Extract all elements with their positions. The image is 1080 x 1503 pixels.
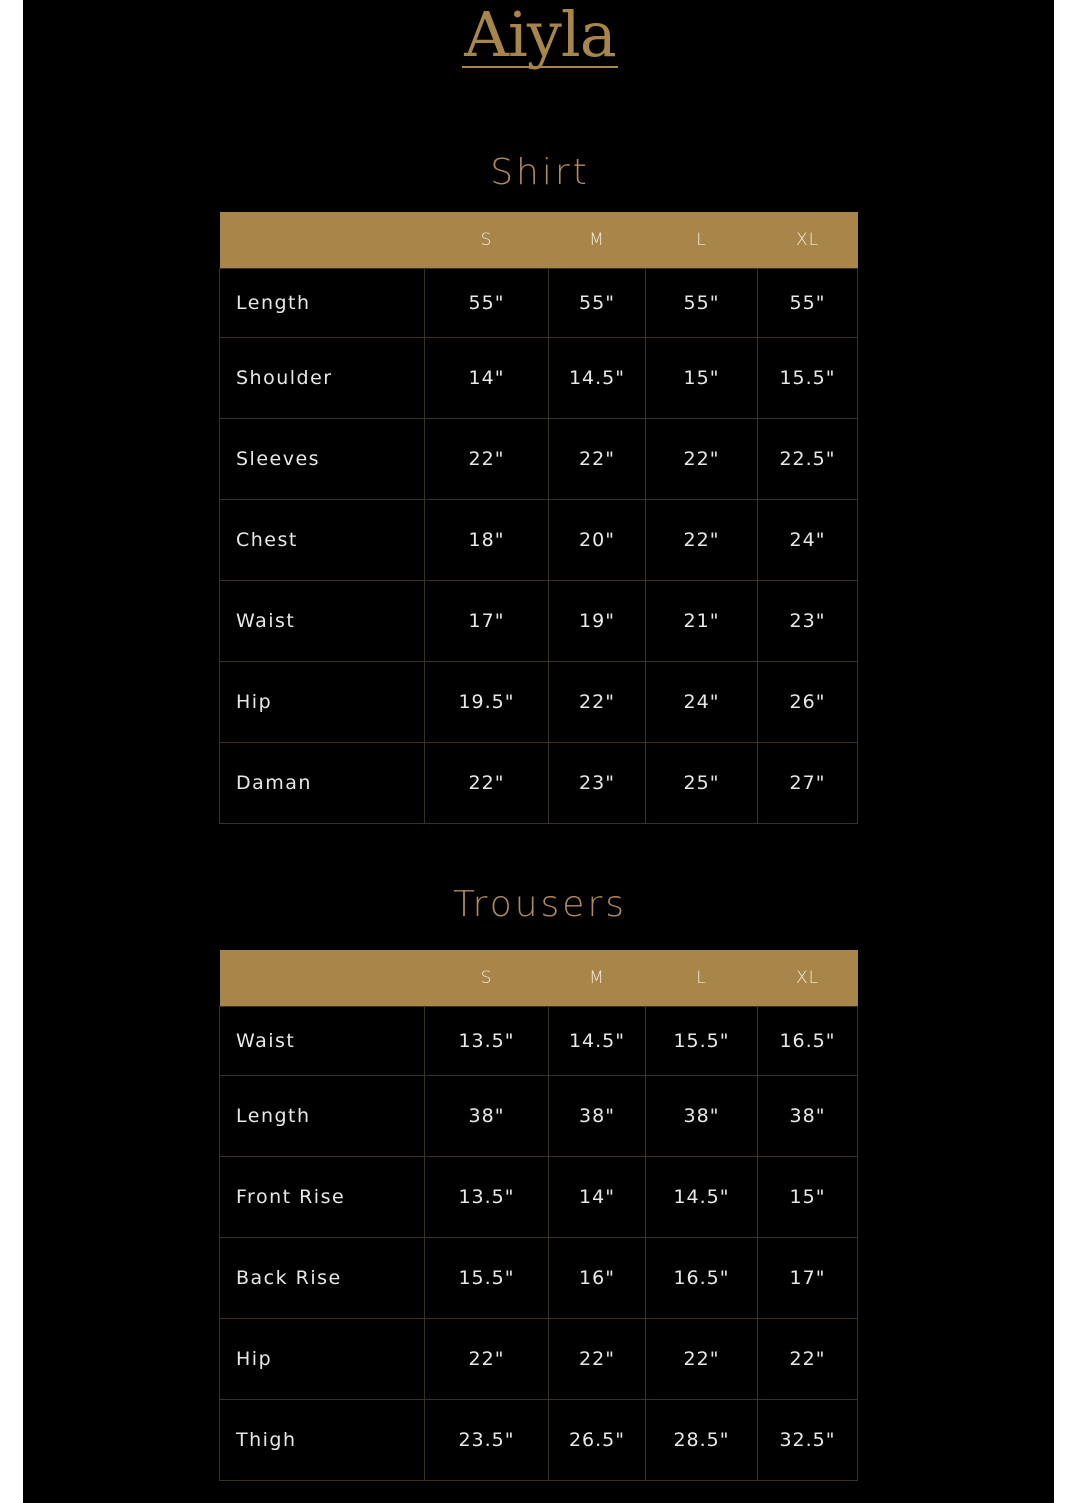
measurement-value: 23" xyxy=(758,581,858,662)
measurement-value: 17" xyxy=(425,581,549,662)
measurement-value: 17" xyxy=(758,1238,858,1319)
measurement-label: Daman xyxy=(220,743,425,824)
measurement-value: 15.5" xyxy=(425,1238,549,1319)
measurement-value: 22" xyxy=(549,1319,646,1400)
shirt-header-row xyxy=(220,212,858,269)
measurement-value: 55" xyxy=(758,269,858,338)
measurement-label: Sleeves xyxy=(220,419,425,500)
measurement-label: Hip xyxy=(220,1319,425,1400)
measurement-value: 14" xyxy=(549,1157,646,1238)
measurement-value: 16.5" xyxy=(758,1007,858,1076)
measurement-value: 28.5" xyxy=(646,1400,758,1481)
shirt-header-blank xyxy=(220,212,425,269)
table-row xyxy=(220,1238,858,1319)
measurement-label: Back Rise xyxy=(220,1238,425,1319)
measurement-label: Length xyxy=(220,1076,425,1157)
measurement-value: 55" xyxy=(646,269,758,338)
measurement-value: 27" xyxy=(758,743,858,824)
brand-name: Aiyla xyxy=(464,0,616,71)
measurement-value: 22" xyxy=(425,419,549,500)
measurement-value: 38" xyxy=(646,1076,758,1157)
shirt-section-title: Shirt xyxy=(490,152,590,193)
shirt-header-size-xl: XL xyxy=(758,212,858,269)
measurement-value: 16" xyxy=(549,1238,646,1319)
trousers-header-size-xl: XL xyxy=(758,950,858,1007)
measurement-value: 24" xyxy=(758,500,858,581)
measurement-value: 15" xyxy=(758,1157,858,1238)
table-row xyxy=(220,1400,858,1481)
measurement-value: 21" xyxy=(646,581,758,662)
measurement-value: 14.5" xyxy=(549,1007,646,1076)
shirt-header-size-l: L xyxy=(646,212,758,269)
measurement-value: 25" xyxy=(646,743,758,824)
trousers-header-size-l: L xyxy=(646,950,758,1007)
measurement-value: 14" xyxy=(425,338,549,419)
measurement-value: 13.5" xyxy=(425,1007,549,1076)
measurement-label: Hip xyxy=(220,662,425,743)
measurement-value: 14.5" xyxy=(646,1157,758,1238)
measurement-value: 38" xyxy=(425,1076,549,1157)
measurement-label: Thigh xyxy=(220,1400,425,1481)
trousers-section-title: Trousers xyxy=(452,884,627,925)
measurement-label: Waist xyxy=(220,581,425,662)
table-row xyxy=(220,1007,858,1076)
table-row xyxy=(220,662,858,743)
measurement-value: 22.5" xyxy=(758,419,858,500)
measurement-value: 32.5" xyxy=(758,1400,858,1481)
shirt-size-table xyxy=(219,212,858,824)
table-row xyxy=(220,743,858,824)
measurement-value: 19.5" xyxy=(425,662,549,743)
measurement-value: 23.5" xyxy=(425,1400,549,1481)
brand-logo xyxy=(0,0,1080,70)
measurement-value: 15" xyxy=(646,338,758,419)
table-row xyxy=(220,1076,858,1157)
measurement-value: 19" xyxy=(549,581,646,662)
measurement-value: 22" xyxy=(549,662,646,743)
measurement-value: 22" xyxy=(646,500,758,581)
measurement-value: 38" xyxy=(758,1076,858,1157)
shirt-header-size-s: S xyxy=(425,212,549,269)
measurement-value: 55" xyxy=(425,269,549,338)
measurement-value: 15.5" xyxy=(758,338,858,419)
table-row xyxy=(220,419,858,500)
measurement-value: 18" xyxy=(425,500,549,581)
trousers-header-blank xyxy=(220,950,425,1007)
table-row xyxy=(220,269,858,338)
trousers-header-size-m: M xyxy=(549,950,646,1007)
measurement-value: 22" xyxy=(646,1319,758,1400)
trousers-size-table xyxy=(219,950,858,1481)
measurement-value: 22" xyxy=(425,1319,549,1400)
trousers-header-row xyxy=(220,950,858,1007)
measurement-value: 15.5" xyxy=(646,1007,758,1076)
table-row xyxy=(220,500,858,581)
measurement-label: Chest xyxy=(220,500,425,581)
table-row xyxy=(220,1157,858,1238)
table-row xyxy=(220,338,858,419)
measurement-value: 20" xyxy=(549,500,646,581)
measurement-label: Length xyxy=(220,269,425,338)
shirt-header-size-m: M xyxy=(549,212,646,269)
measurement-value: 14.5" xyxy=(549,338,646,419)
measurement-value: 23" xyxy=(549,743,646,824)
measurement-value: 22" xyxy=(646,419,758,500)
measurement-value: 55" xyxy=(549,269,646,338)
measurement-value: 22" xyxy=(425,743,549,824)
measurement-label: Shoulder xyxy=(220,338,425,419)
table-row xyxy=(220,1319,858,1400)
measurement-value: 16.5" xyxy=(646,1238,758,1319)
measurement-value: 26.5" xyxy=(549,1400,646,1481)
measurement-value: 38" xyxy=(549,1076,646,1157)
trousers-header-size-s: S xyxy=(425,950,549,1007)
table-row xyxy=(220,581,858,662)
measurement-value: 24" xyxy=(646,662,758,743)
measurement-label: Waist xyxy=(220,1007,425,1076)
measurement-label: Front Rise xyxy=(220,1157,425,1238)
measurement-value: 22" xyxy=(549,419,646,500)
measurement-value: 26" xyxy=(758,662,858,743)
measurement-value: 13.5" xyxy=(425,1157,549,1238)
measurement-value: 22" xyxy=(758,1319,858,1400)
